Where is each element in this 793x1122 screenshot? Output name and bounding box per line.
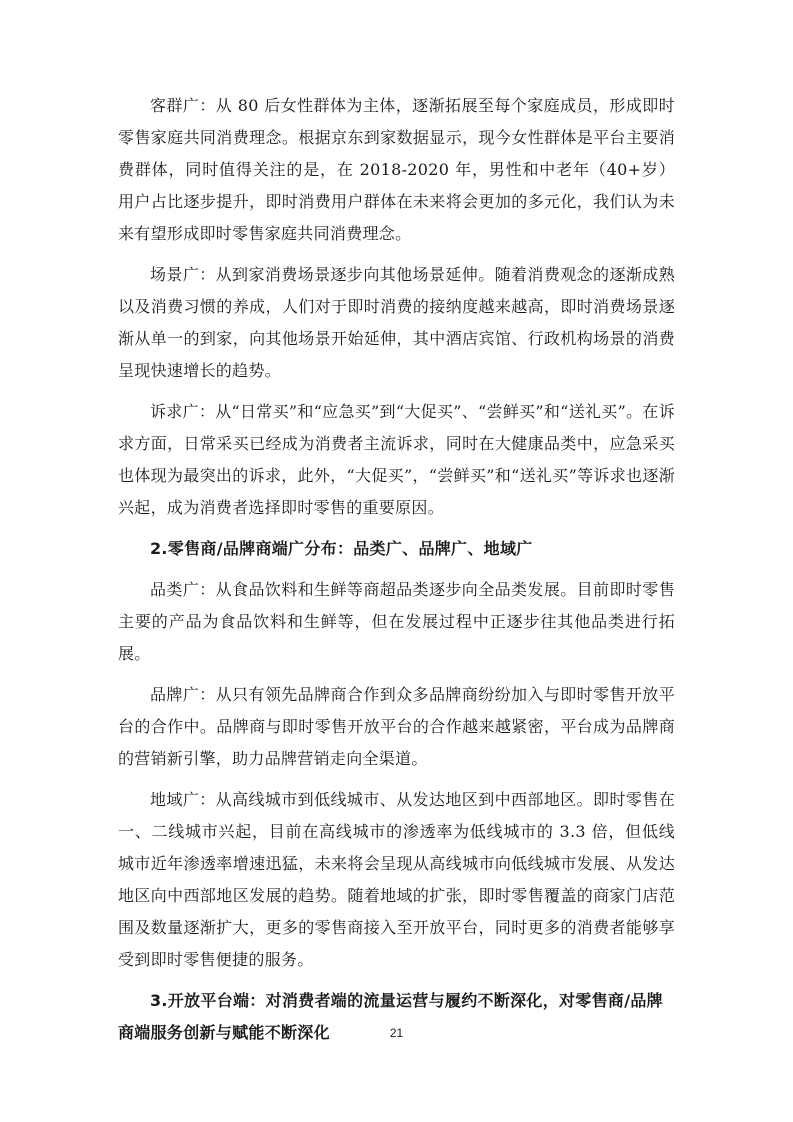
paragraph-brand-breadth: 品牌广：从只有领先品牌商合作到众多品牌商纷纷加入与即时零售开放平台的合作中。品牌商与即时零售开放平台的合作越来越紧密，平台成为品牌商的营销新引擎，助力品牌营销走向全渠道。 xyxy=(118,685,675,768)
document-body xyxy=(118,90,675,1058)
section-heading-retailer-brand: 2.零售商/品牌商端广分布：品类广、品牌广、地域广 xyxy=(150,539,533,558)
paragraph-category-breadth: 品类广：从食品饮料和生鲜等商超品类逐步向全品类发展。目前即时零售主要的产品为食品饮料和生鲜等，但在发展过程中正逐步往其他品类进行拓展。 xyxy=(118,580,675,663)
paragraph-demand-breadth: 诉求广：从“日常买”和“应急买”到“大促买”、“尝鲜买”和“送礼买”。在诉求方面，日常采买已经成为消费者主流诉求，同时在大健康品类中，应急采买也体现为最突出的诉求，此外，“大促买”，“尝鲜买”和“送礼买”等诉求也逐渐兴起，成为消费者选择即时零售的重要原因。 xyxy=(118,402,675,517)
paragraph-customer-breadth: 客群广：从 80 后女性群体为主体，逐渐拓展至每个家庭成员，形成即时零售家庭共同消费理念。根据京东到家数据显示，现今女性群体是平台主要消费群体，同时值得关注的是，在 2018-2020 年，男性和中老年（40+岁）用户占比逐步提升，即时消费用户群体在未来将会更加的多元化，我们认为未来有望形成即时零售家庭共同消费理念。 xyxy=(118,96,675,243)
section-heading-open-platform: 3.开放平台端：对消费者端的流量运营与履约不断深化，对零售商/品牌商端服务创新与赋能不断深化 xyxy=(118,991,663,1042)
paragraph-region-breadth: 地域广：从高线城市到低线城市、从发达地区到中西部地区。即时零售在一、二线城市兴起，目前在高线城市的渗透率为低线城市的 3.3 倍，但低线城市近年渗透率增速迅猛，未来将会呈现从高线城市向低线城市发展、从发达地区向中西部地区发展的趋势。随着地域的扩张，即时零售覆盖的商家门店范围及数量逐渐扩大，更多的零售商接入至开放平台，同时更多的消费者能够享受到即时零售便捷的服务。 xyxy=(118,790,675,969)
page-number: 21 xyxy=(389,1026,404,1040)
paragraph-scenario-breadth: 场景广：从到家消费场景逐步向其他场景延伸。随着消费观念的逐渐成熟以及消费习惯的养成，人们对于即时消费的接纳度越来越高，即时消费场景逐渐从单一的到家，向其他场景开始延伸，其中酒店宾馆、行政机构场景的消费呈现快速增长的趋势。 xyxy=(118,265,675,380)
